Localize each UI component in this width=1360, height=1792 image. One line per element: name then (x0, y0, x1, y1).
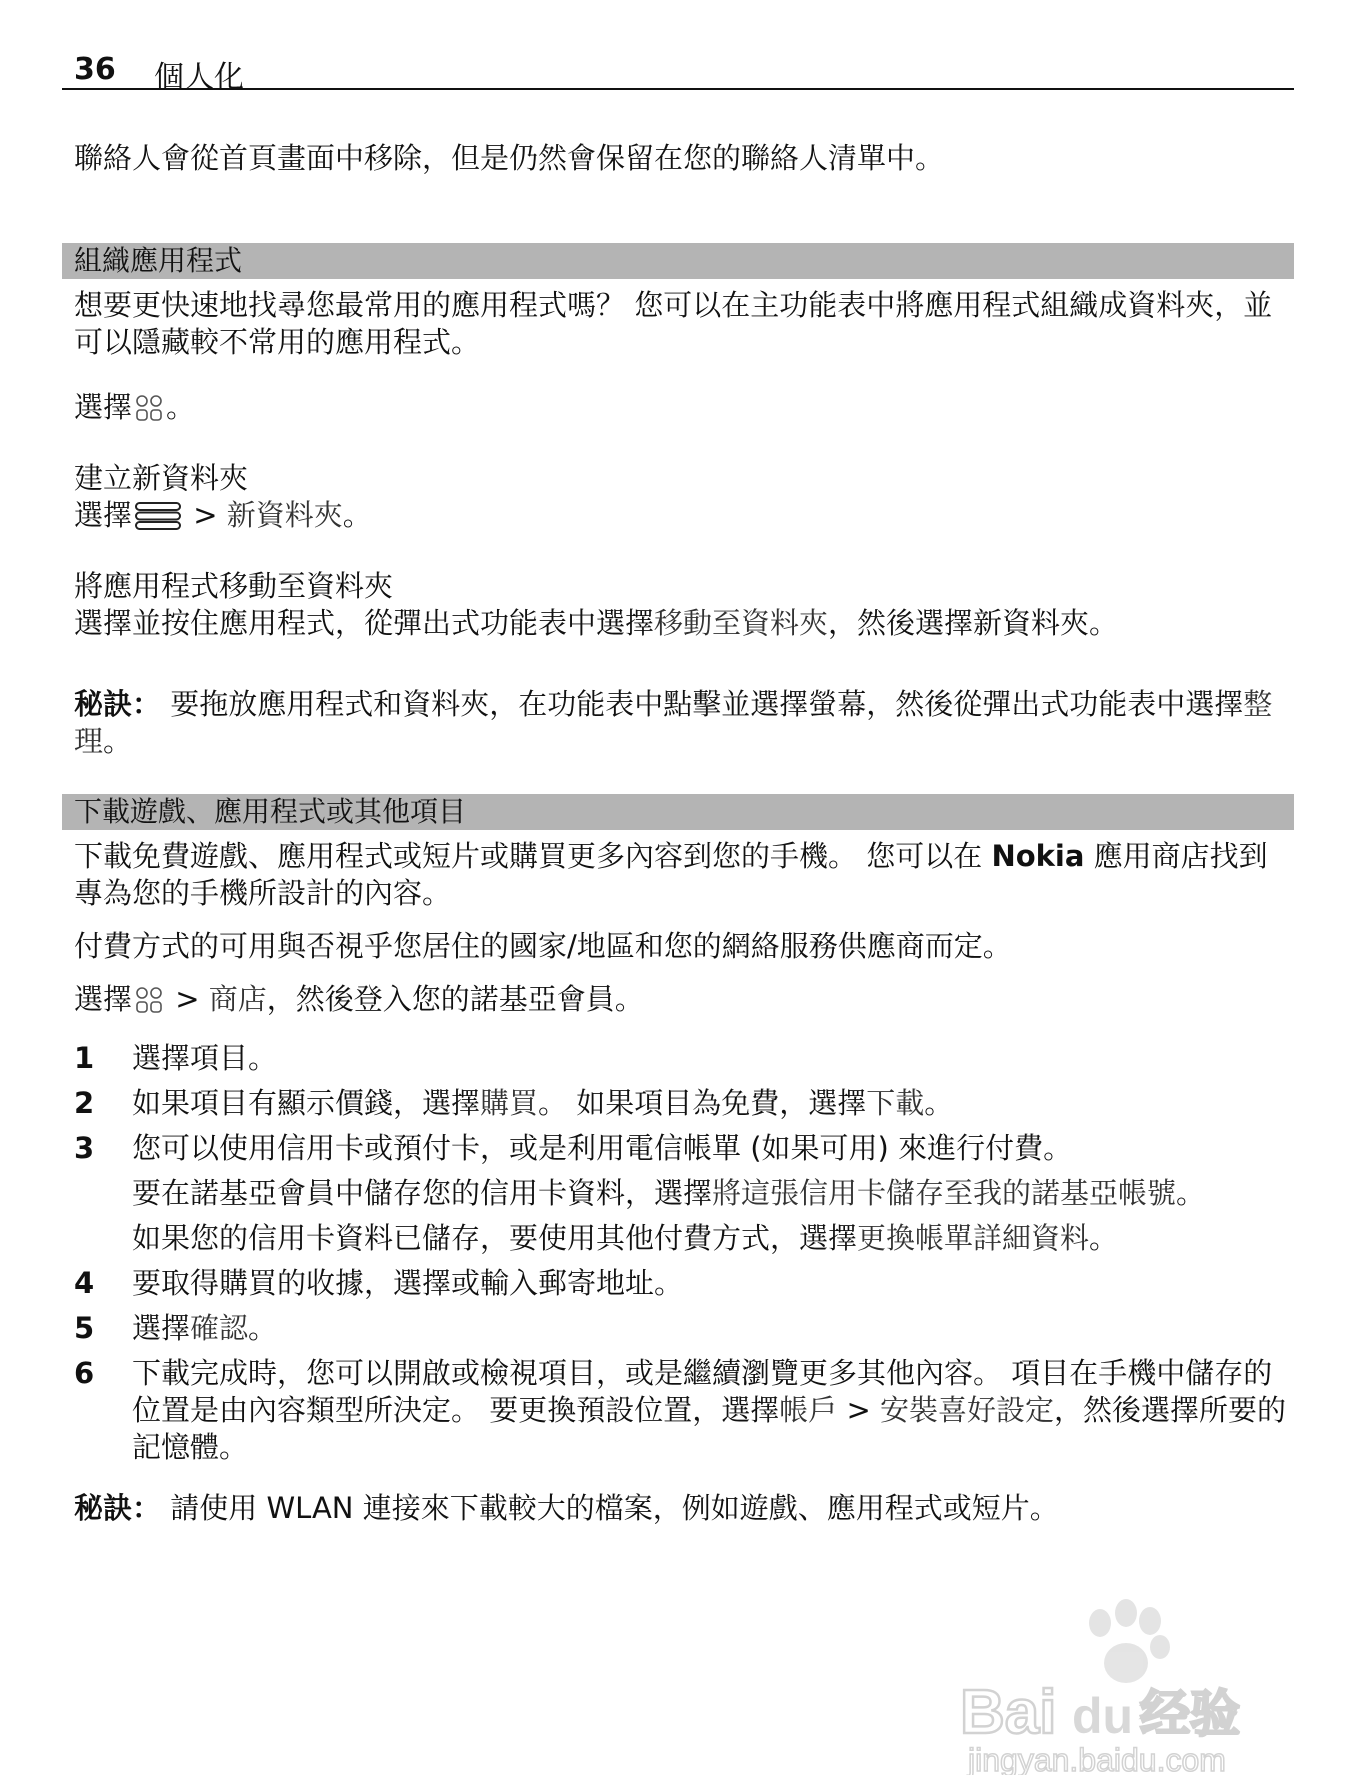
confirm-option: 確認 (190, 1311, 249, 1345)
list-item: 3 您可以使用信用卡或預付卡，或是利用電信帳單 (如果可用) 來進行付費。 要在諾基亞會員中儲存您的信用卡資料，選擇將這張信用卡儲存至我的諾基亞帳號。 如果您的信用卡資料已儲存，要使用其他付費方式，選擇更換帳單詳細資料。 (62, 1130, 1294, 1257)
brand-nokia: Nokia (991, 839, 1085, 873)
list-item: 4 要取得購買的收據，選擇或輸入郵寄地址。 (74, 1266, 684, 1300)
select-menu-line: 選擇 。 (62, 389, 1294, 432)
payment-availability-paragraph: 付費方式的可用與否視乎您居住的國家/地區和您的網絡服務供應商而定。 (74, 929, 1012, 963)
tip-organize: 秘訣： 要拖放應用程式和資料夾，在功能表中點擊並選擇螢幕，然後從彈出式功能表中選擇整理。 (74, 687, 1273, 758)
section-title-download: 下載遊戲、應用程式或其他項目 (62, 794, 1294, 830)
account-option: 帳戶 (779, 1393, 838, 1427)
apps-grid-icon (134, 985, 164, 1024)
download-option: 下載 (866, 1086, 925, 1120)
list-item: 5 選擇確認。 (74, 1311, 278, 1345)
install-preferences-option: 安裝喜好設定 (880, 1393, 1055, 1427)
watermark-brand-cn: 经验 (1140, 1685, 1240, 1743)
select-store-line: 選擇 > 商店，然後登入您的諾基亞會員。 (62, 981, 1294, 1024)
change-billing-option: 更換帳單詳細資料 (857, 1221, 1090, 1255)
download-steps-list (62, 1040, 1294, 1466)
list-item: 2 如果項目有顯示價錢，選擇購買。 如果項目為免費，選擇下載。 (74, 1086, 954, 1120)
baidu-watermark (960, 1585, 1280, 1775)
save-card-note: 要在諾基亞會員中儲存您的信用卡資料，選擇將這張信用卡儲存至我的諾基亞帳號。 (132, 1176, 1206, 1210)
watermark-url: jingyan.baidu.com (968, 1742, 1226, 1775)
move-app-heading: 將應用程式移動至資料夾 (74, 569, 394, 603)
page-content (62, 140, 1294, 1527)
tip-wlan: 秘訣： 請使用 WLAN 連接來下載較大的檔案，例如遊戲、應用程式或短片。 (74, 1491, 1059, 1525)
section-title-organize-apps: 組織應用程式 (62, 243, 1294, 279)
watermark-brand-a: Bai (960, 1678, 1057, 1747)
organize-intro-paragraph: 想要更快速地找尋您最常用的應用程式嗎？ 您可以在主功能表中將應用程式組織成資料夾，並可以隱藏較不常用的應用程式。 (74, 288, 1273, 359)
move-app-instruction: 選擇並按住應用程式，從彈出式功能表中選擇移動至資料夾，然後選擇新資料夾。 (74, 606, 1119, 640)
create-folder-heading: 建立新資料夾 (74, 461, 249, 495)
watermark-brand-b: du (1072, 1688, 1134, 1744)
tip-label: 秘訣： (74, 1491, 162, 1525)
page-number: 36 (74, 52, 116, 87)
intro-paragraph: 聯絡人會從首頁畫面中移除，但是仍然會保留在您的聯絡人清單中。 (74, 141, 945, 175)
move-to-folder-option: 移動至資料夾 (654, 606, 829, 640)
options-menu-icon (134, 501, 182, 540)
organize-option: 整理 (74, 687, 1273, 758)
buy-option: 購買 (480, 1086, 539, 1120)
page-header (62, 48, 1294, 95)
chapter-title: 個人化 (154, 60, 244, 95)
list-item: 6 下載完成時，您可以開啟或檢視項目，或是繼續瀏覽更多其他內容。 項目在手機中儲存的位置是由內容類型所決定。 要更換預設位置，選擇帳戶 > 安裝喜好設定，然後選擇所要的記憶體。 (74, 1356, 1287, 1464)
download-intro-paragraph: 下載免費遊戲、應用程式或短片或購買更多內容到您的手機。 您可以在 Nokia 應用商店找到專為您的手機所設計的內容。 (74, 839, 1268, 910)
store-option: 商店 (208, 982, 267, 1016)
tip-label: 秘訣： (74, 687, 162, 721)
apps-grid-icon (134, 393, 164, 432)
create-folder-instruction: 選擇 > 新資料夾。 (62, 497, 1294, 540)
new-folder-option: 新資料夾 (226, 498, 343, 532)
save-card-option: 將這張信用卡儲存至我的諾基亞帳號 (712, 1176, 1177, 1210)
change-billing-note: 如果您的信用卡資料已儲存，要使用其他付費方式，選擇更換帳單詳細資料。 (132, 1221, 1119, 1255)
list-item: 1 選擇項目。 (74, 1041, 278, 1075)
